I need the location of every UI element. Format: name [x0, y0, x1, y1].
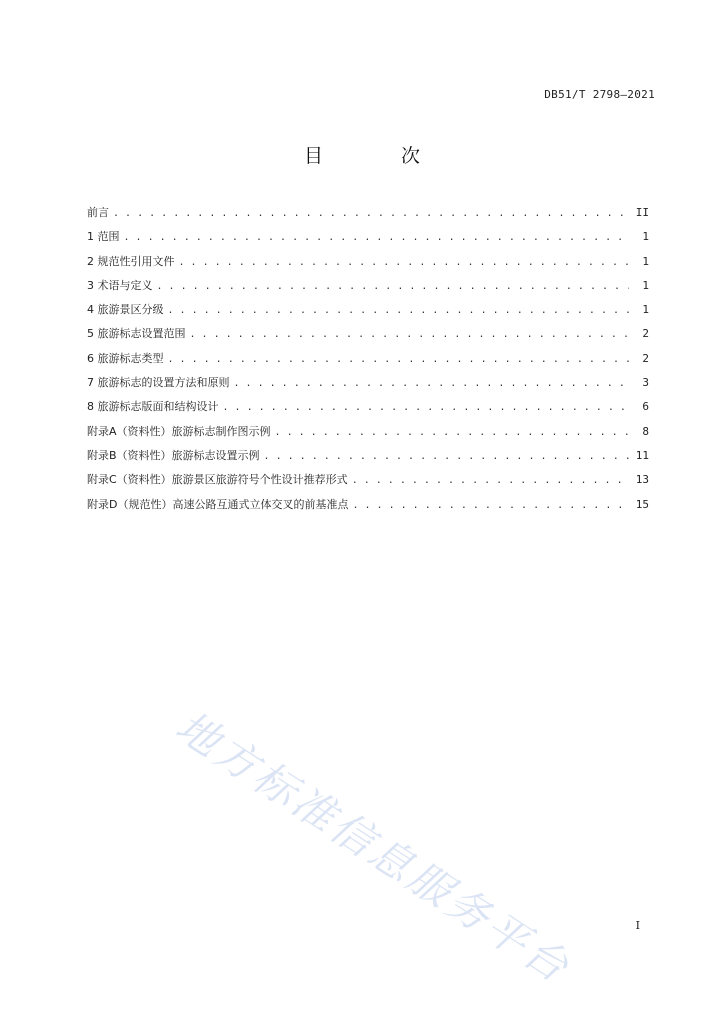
toc-entry-appendix-c[interactable]: [87, 471, 649, 495]
toc-entry-label: 7 旅游标志的设置方法和原则: [87, 376, 230, 390]
toc-entry-page: 1: [642, 254, 649, 268]
toc-entry-sign-types[interactable]: [87, 350, 649, 374]
toc-entry-page: 1: [642, 230, 649, 244]
watermark: 地方标准信息服务平台: [167, 701, 580, 994]
toc-dot-leader: [352, 472, 629, 490]
toc-dot-leader: [352, 497, 629, 515]
toc-dot-leader: [264, 448, 629, 466]
toc-title: 目 次: [303, 145, 457, 167]
toc-entry-page: 2: [642, 351, 649, 365]
toc-entry-label: 8 旅游标志版面和结构设计: [87, 400, 219, 414]
toc-dot-leader: [190, 326, 630, 344]
toc-dot-leader: [168, 351, 630, 369]
toc-entry-page: 3: [642, 376, 649, 390]
toc-entry-label: 附录D（规范性）高速公路互通式立体交叉的前基准点: [87, 497, 349, 511]
toc-entry-page: 13: [635, 473, 649, 487]
toc-dot-leader: [275, 424, 629, 442]
toc-entry-label: 1 范围: [87, 230, 120, 244]
toc-entry-scenic-grading[interactable]: [87, 301, 649, 325]
document-code: DB51/T 2798—2021: [544, 88, 655, 101]
toc-dot-leader: [234, 375, 630, 393]
toc-dot-leader: [124, 229, 630, 247]
toc-dot-leader: [168, 302, 630, 320]
toc-entry-terms-definitions[interactable]: [87, 277, 649, 301]
toc-entry-label: 前言: [87, 206, 109, 219]
toc-entry-label: 6 旅游标志类型: [87, 351, 164, 365]
toc-entry-normative-references[interactable]: [87, 253, 649, 277]
toc-entry-label: 3 术语与定义: [87, 278, 153, 292]
toc-entry-label: 附录B（资料性）旅游标志设置示例: [87, 448, 260, 462]
toc-entry-page: 2: [642, 327, 649, 341]
toc-dot-leader: [157, 278, 630, 296]
toc-dot-leader: [113, 205, 629, 223]
toc-entry-page: 8: [642, 424, 649, 438]
toc-entry-label: 2 规范性引用文件: [87, 254, 175, 268]
toc-entry-label: 附录A（资料性）旅游标志制作图示例: [87, 424, 271, 438]
toc-dot-leader: [179, 254, 630, 272]
toc-entry-label: 4 旅游景区分级: [87, 303, 164, 317]
toc-entry-page: 1: [642, 303, 649, 317]
toc-entry-sign-design[interactable]: [87, 398, 649, 422]
toc-entry-label: 5 旅游标志设置范围: [87, 327, 186, 341]
toc-entry-appendix-a[interactable]: [87, 423, 649, 447]
toc-entry-appendix-d[interactable]: [87, 496, 649, 520]
toc-entry-label: 附录C（资料性）旅游景区旅游符号个性设计推荐形式: [87, 473, 348, 487]
toc-entry-page: 1: [642, 278, 649, 292]
table-of-contents: [87, 204, 649, 520]
toc-entry-appendix-b[interactable]: [87, 447, 649, 471]
toc-entry-sign-scope[interactable]: [87, 325, 649, 349]
toc-entry-sign-methods[interactable]: [87, 374, 649, 398]
toc-entry-page: II: [635, 206, 649, 219]
toc-entry-page: 15: [635, 497, 649, 511]
toc-entry-page: 6: [642, 400, 649, 414]
page-number: I: [635, 919, 640, 932]
toc-entry-foreword[interactable]: [87, 204, 649, 228]
toc-entry-scope[interactable]: [87, 228, 649, 252]
toc-entry-page: 11: [635, 448, 649, 462]
toc-dot-leader: [223, 399, 630, 417]
